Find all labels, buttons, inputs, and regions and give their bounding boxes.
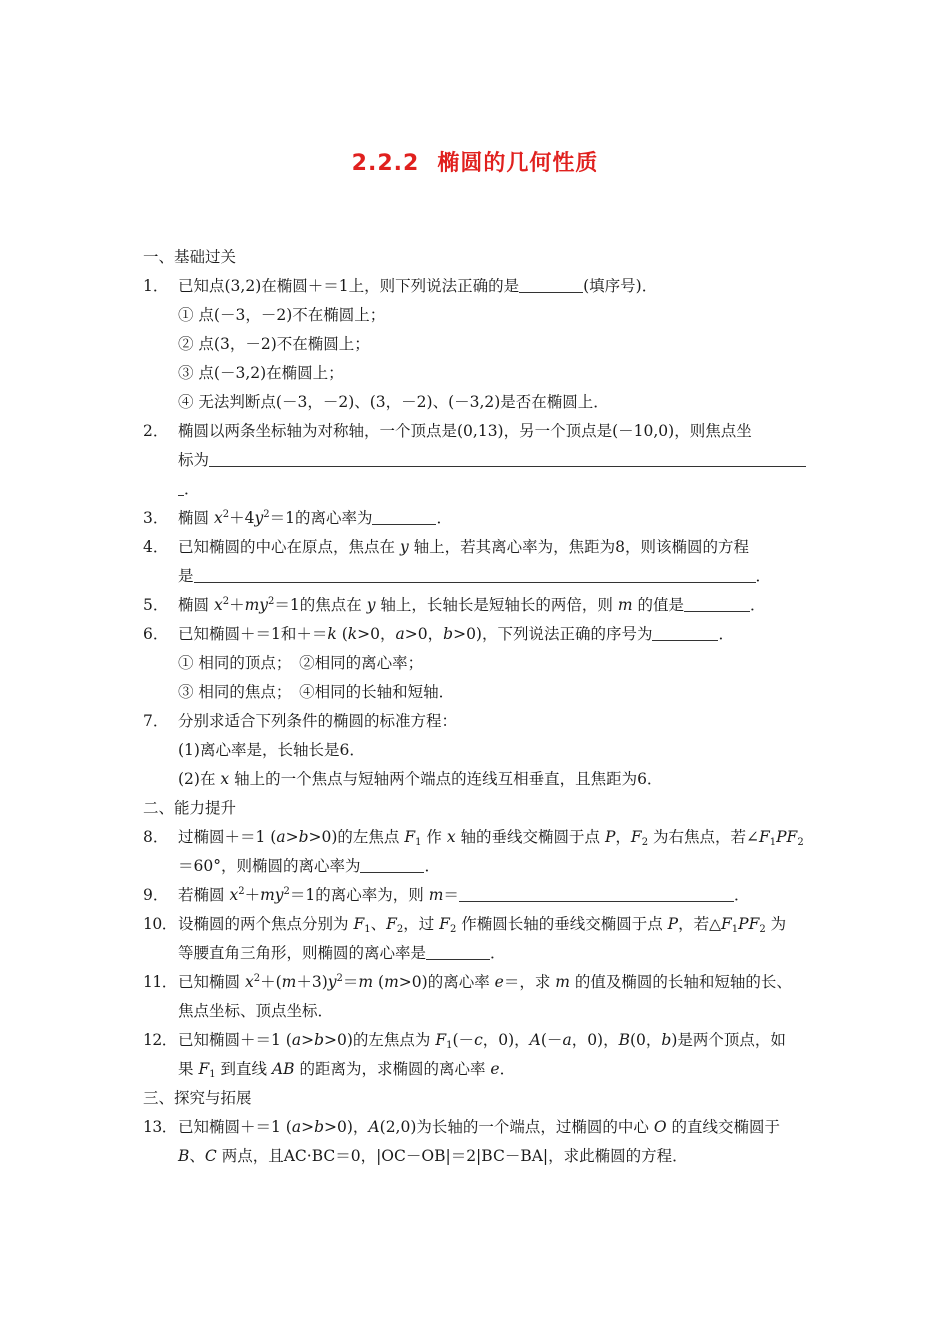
answer-blank — [519, 278, 583, 293]
section-heading: 三、探究与拓展 — [143, 1089, 252, 1107]
option: ① 相同的顶点； ②相同的离心率； — [178, 654, 424, 672]
question-2-line2: 标为 — [178, 450, 806, 470]
question-10-line2: 等腰直角三角形，则椭圆的离心率是 ． — [178, 944, 506, 962]
section-heading: 二、能力提升 — [143, 799, 237, 817]
question-4: 4． 已知椭圆的中心在原点，焦点在 y 轴上，若其离心率为，焦距为8，则该椭圆的方程 — [143, 538, 749, 556]
option: ② 点(3，－2)不在椭圆上； — [178, 335, 370, 353]
question-8: 8． 过椭圆＋＝1 (a>b>0)的左焦点 $F_1$ 作 x 轴的垂线交椭圆于点 P，$F_2$ 为右焦点，若$\angle F_1PF_2$ — [143, 828, 804, 848]
question-12: 12．已知椭圆＋＝1 (a>b>0)的左焦点为 $F_1(-c$，0)，A(－a，0)，B(0，b)是两个顶点，如 — [143, 1031, 786, 1051]
question-11-line2: 焦点坐标、顶点坐标． — [178, 1002, 334, 1020]
sub-question: (2)在 x 轴上的一个焦点与短轴两个端点的连线互相垂直，且焦距为6． — [178, 770, 663, 788]
question-8-line2: ＝60°，则椭圆的离心率为 ． — [178, 857, 440, 875]
question-10: 10．设椭圆的两个焦点分别为 $F_1$、$F_2$，过 $F_2$ 作椭圆长轴的垂线交椭圆于点 P，若$\triangle F_1PF_2$ 为 — [143, 915, 787, 935]
answer-blank — [426, 945, 490, 960]
option: ① 点(－3，－2)不在椭圆上； — [178, 306, 386, 324]
question-6: 6． 已知椭圆＋＝1和＋＝k (k>0，a>0，b>0)，下列说法正确的序号为 ． — [143, 625, 734, 643]
option: ④ 无法判断点(－3，－2)、(3，－2)、(－3,2)是否在椭圆上． — [178, 393, 609, 411]
question-9: 9． 若椭圆 $x^2+my^2=1$的离心率为，则 m＝ ． — [143, 886, 750, 904]
question-4-line2: 是 ． — [178, 567, 772, 585]
question-11: 11．已知椭圆 $x^2+(m+3)y^2=m$ (m>0)的离心率 e＝，求 m 的值及椭圆的长轴和短轴的长、 — [143, 973, 792, 991]
question-7: 7． 分别求适合下列条件的椭圆的标准方程： — [143, 712, 458, 730]
question-12-line2: 果 $F_1$ 到直线 AB 的距离为，求椭圆的离心率 e． — [178, 1060, 516, 1080]
question-5: 5． 椭圆 $x^2+my^2=1$的焦点在 y 轴上，长轴长是短轴长的两倍，则 m 的值是 ． — [143, 596, 766, 614]
question-2: 2． 椭圆以两条坐标轴为对称轴，一个顶点是(0,13)，另一个顶点是(－10,0)，则焦点坐 — [143, 422, 752, 440]
question-1: 1． 已知点(3,2)在椭圆＋＝1上，则下列说法正确的是 (填序号)． — [143, 277, 658, 295]
answer-blank — [360, 858, 424, 873]
answer-blank — [194, 568, 756, 583]
answer-blank — [209, 452, 806, 467]
question-2-line3: ． — [178, 479, 200, 499]
sub-question: (1)离心率是，长轴长是6． — [178, 741, 365, 759]
question-3: 3． 椭圆 $x^2+4y^2=1$的离心率为 ． — [143, 509, 452, 527]
question-13-line2: B、C 两点，且AC·BC＝0，|OC－OB|＝2|BC－BA|，求此椭圆的方程． — [178, 1147, 688, 1165]
answer-blank — [684, 597, 750, 612]
question-13: 13．已知椭圆＋＝1 (a>b>0)，A(2,0)为长轴的一个端点，过椭圆的中心 O 的直线交椭圆于 — [143, 1118, 780, 1136]
page-title: 2.2.2 椭圆的几何性质 — [351, 151, 599, 176]
option: ③ 相同的焦点； ④相同的长轴和短轴． — [178, 683, 455, 701]
option: ③ 点(－3,2)在椭圆上； — [178, 364, 344, 382]
answer-blank — [652, 626, 718, 641]
section-heading: 一、基础过关 — [143, 248, 237, 266]
answer-blank — [372, 510, 436, 525]
answer-blank — [459, 887, 734, 902]
